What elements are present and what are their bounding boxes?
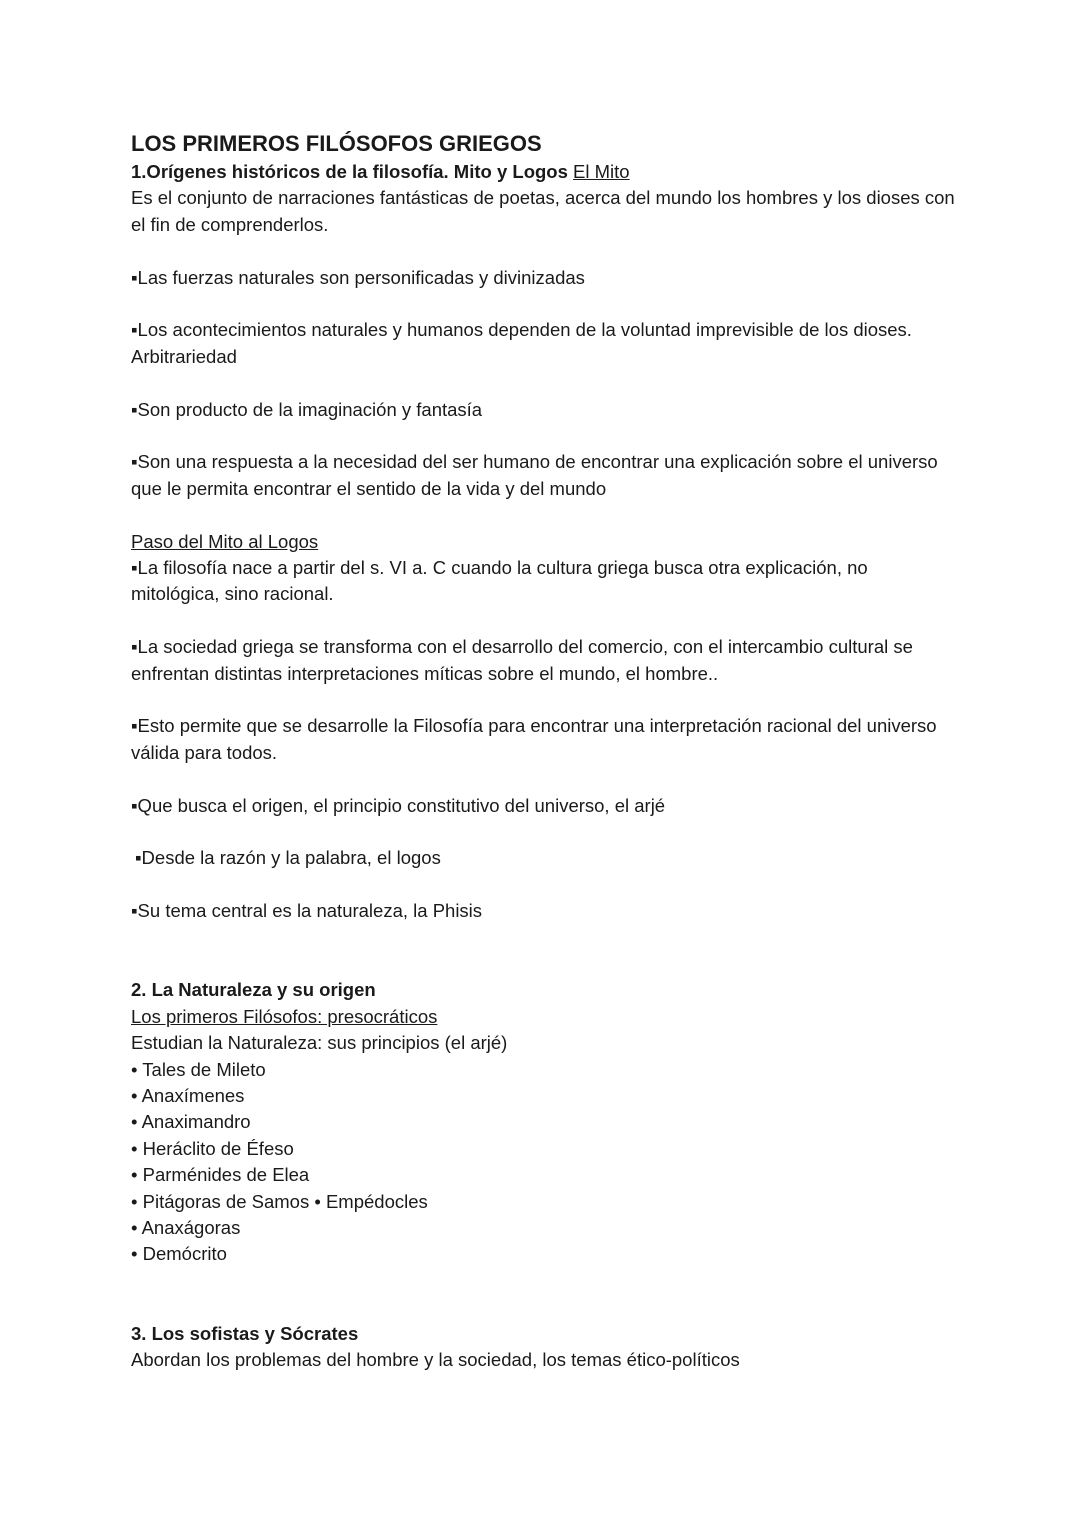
list-item: • Demócrito xyxy=(131,1243,227,1265)
list-item: • Parménides de Elea xyxy=(131,1164,310,1186)
list-item: • Pitágoras de Samos • Empédocles xyxy=(131,1190,428,1212)
bullet-item: ▪Que busca el origen, el principio constitutivo del universo, el arjé xyxy=(131,794,666,816)
section2-intro: Estudian la Naturaleza: sus principios (el arjé) xyxy=(131,1032,508,1054)
section1-subheading: El Mito xyxy=(573,161,630,182)
bullet-item: ▪Su tema central es la naturaleza, la Phisis xyxy=(131,900,483,922)
bullet-item: ▪Son una respuesta a la necesidad del ser humano de encontrar una explicación sobre el universo que le permita encontrar el sentido de la vida y del mundo xyxy=(131,451,938,499)
bullet-item: ▪Son producto de la imaginación y fantasía xyxy=(131,398,483,420)
section3-heading: 3. Los sofistas y Sócrates xyxy=(131,1322,359,1344)
list-item: • Anaxágoras xyxy=(131,1217,241,1239)
section1-heading-line xyxy=(131,159,961,185)
section2-heading: 2. La Naturaleza y su origen xyxy=(131,979,376,1001)
section1-intro: Es el conjunto de narraciones fantásticas de poetas, acerca del mundo los hombres y los dioses con el fin de comprenderlos. xyxy=(131,187,955,235)
list-item: • Anaximandro xyxy=(131,1111,251,1133)
paso-heading: Paso del Mito al Logos xyxy=(131,530,319,552)
section1-heading: 1.Orígenes históricos de la filosofía. Mito y Logos xyxy=(131,161,568,182)
bullet-item: ▪Los acontecimientos naturales y humanos dependen de la voluntad imprevisible de los dioses. Arbitrariedad xyxy=(131,319,912,367)
bullet-item: ▪Las fuerzas naturales son personificadas y divinizadas xyxy=(131,266,585,288)
list-item: • Heráclito de Éfeso xyxy=(131,1137,294,1159)
document-page xyxy=(131,129,961,1374)
document-title: LOS PRIMEROS FILÓSOFOS GRIEGOS xyxy=(131,131,542,156)
section2-subheading: Los primeros Filósofos: presocráticos xyxy=(131,1005,438,1027)
bullet-item: ▪La filosofía nace a partir del s. VI a. C cuando la cultura griega busca otra explicación, no mitológica, sino racional. xyxy=(131,557,868,605)
bullet-item: ▪Desde la razón y la palabra, el logos xyxy=(135,847,441,869)
list-item: • Anaxímenes xyxy=(131,1085,245,1107)
bullet-item: ▪Esto permite que se desarrolle la Filosofía para encontrar una interpretación racional del universo válida para todos. xyxy=(131,715,937,763)
bullet-item: ▪La sociedad griega se transforma con el desarrollo del comercio, con el intercambio cultural se enfrentan distintas interpretaciones míticas sobre el mundo, el hombre.. xyxy=(131,636,913,684)
list-item: • Tales de Mileto xyxy=(131,1058,266,1080)
section3-intro: Abordan los problemas del hombre y la sociedad, los temas ético-políticos xyxy=(131,1349,740,1371)
